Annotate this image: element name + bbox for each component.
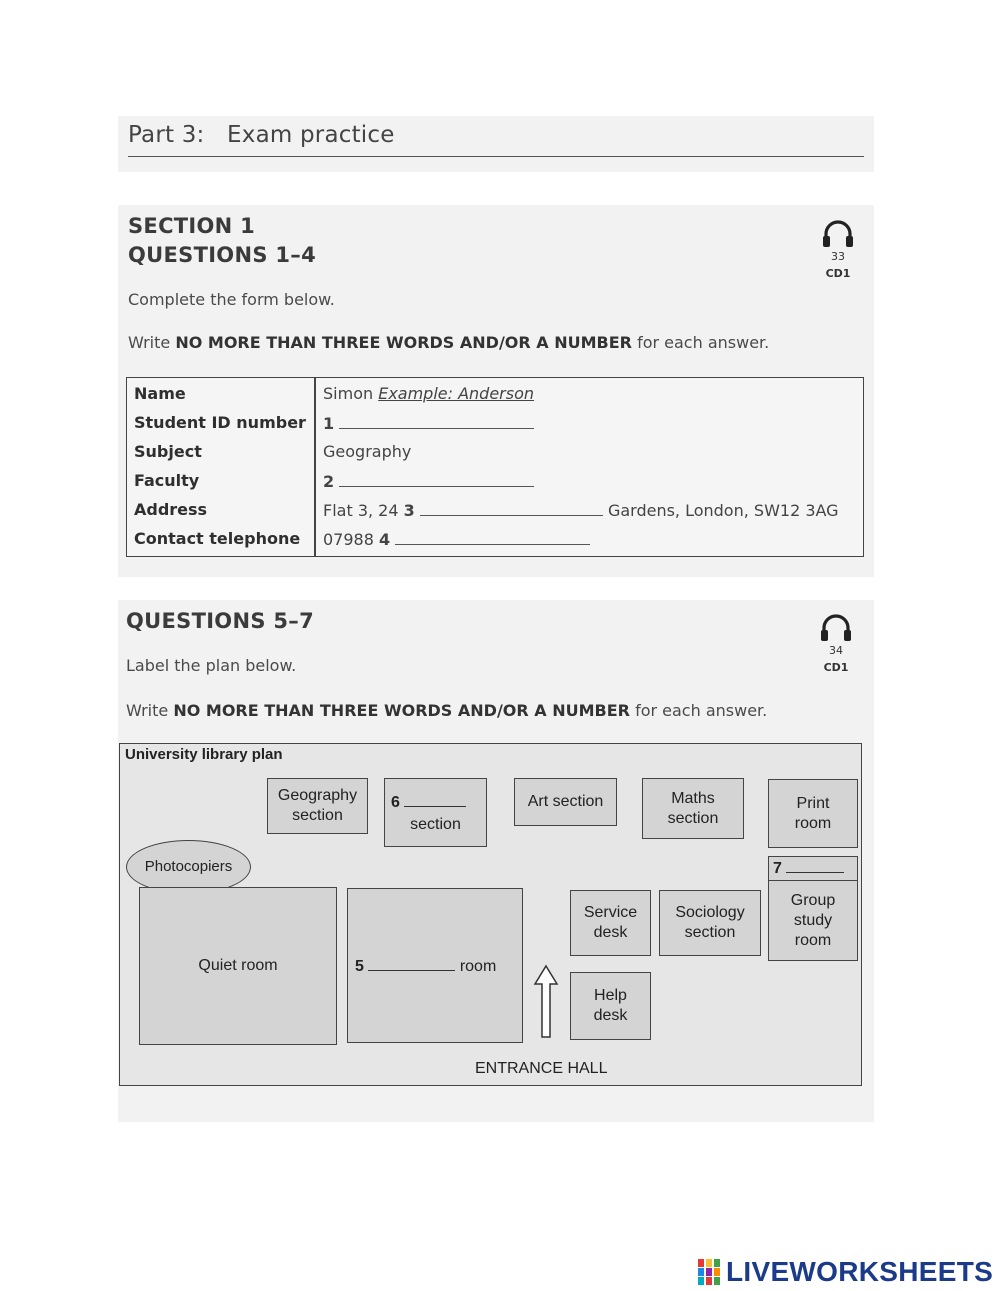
audio-disc-label: CD1 <box>823 661 849 674</box>
headphones-icon <box>816 218 860 250</box>
liveworksheets-logo-icon <box>698 1259 722 1285</box>
address-prefix: Flat 3, 24 <box>323 501 404 520</box>
maths-section: Maths section <box>642 778 744 839</box>
question-7-number: 7 <box>773 860 782 877</box>
title-rule <box>128 156 864 157</box>
section2-word-limit: Write NO MORE THAN THREE WORDS AND/OR A NUMBER for each answer. <box>126 701 768 720</box>
answer-6-blank[interactable] <box>404 806 466 807</box>
question-2-number: 2 <box>323 472 335 491</box>
audio-badge-2 <box>814 612 858 676</box>
answer-2-blank[interactable] <box>339 471 534 487</box>
question-5-room: 5 room <box>347 888 523 1043</box>
form-row-name <box>127 380 863 409</box>
liveworksheets-brand: LIVEWORKSHEETS <box>726 1256 994 1287</box>
audio-disc-label: CD1 <box>825 267 851 280</box>
question-6-section: 6 section <box>384 778 487 847</box>
answer-3-blank[interactable] <box>420 500 603 516</box>
section1-heading: SECTION 1 <box>128 214 256 238</box>
entrance-arrow-icon <box>533 964 559 1040</box>
name-example: Example: Anderson <box>378 384 535 403</box>
entrance-hall-label: ENTRANCE HALL <box>475 1060 608 1077</box>
question-1-number: 1 <box>323 414 335 433</box>
section1-word-limit: Write NO MORE THAN THREE WORDS AND/OR A NUMBER for each answer. <box>128 333 770 352</box>
page-title: Part 3: Exam practice <box>128 122 395 148</box>
answer-1-blank[interactable] <box>339 413 534 429</box>
section1-subheading: QUESTIONS 1–4 <box>128 243 316 267</box>
sociology-section: Sociology section <box>659 890 761 956</box>
section1-instruction: Complete the form below. <box>128 290 335 309</box>
name-label: Name <box>134 384 186 403</box>
form-row-student-id <box>127 409 863 438</box>
photocopiers: Photocopiers <box>126 840 251 894</box>
help-desk: Help desk <box>570 972 651 1040</box>
faculty-label: Faculty <box>134 471 200 490</box>
student-form <box>126 377 864 557</box>
telephone-prefix: 07988 <box>323 530 379 549</box>
form-row-telephone <box>127 525 863 554</box>
section2-heading: QUESTIONS 5–7 <box>126 609 314 633</box>
address-label: Address <box>134 500 208 519</box>
section2-instruction: Label the plan below. <box>126 656 297 675</box>
answer-7-blank[interactable] <box>786 872 844 873</box>
question-4-number: 4 <box>378 530 391 549</box>
student-id-label: Student ID number <box>134 413 306 432</box>
geography-section: Geography section <box>267 778 368 834</box>
audio-track-number: 33 <box>831 250 845 263</box>
group-study-room: Group study room <box>768 880 858 961</box>
quiet-room: Quiet room <box>139 887 337 1045</box>
service-desk: Service desk <box>570 890 651 956</box>
telephone-label: Contact telephone <box>134 529 301 548</box>
form-row-subject <box>127 438 863 467</box>
audio-track-number: 34 <box>829 644 843 657</box>
audio-badge-1 <box>816 218 860 282</box>
plan-title: University library plan <box>125 746 283 763</box>
address-suffix: Gardens, London, SW12 3AG <box>607 501 839 520</box>
subject-label: Subject <box>134 442 202 461</box>
answer-4-blank[interactable] <box>395 529 590 545</box>
print-room: Print room <box>768 779 858 848</box>
question-6-number: 6 <box>391 794 400 811</box>
headphones-icon <box>814 612 858 644</box>
answer-5-blank[interactable] <box>368 970 455 971</box>
liveworksheets-logo <box>698 1256 993 1288</box>
form-row-address <box>127 496 863 525</box>
name-value: Simon Example: Anderson <box>323 384 535 403</box>
subject-value: Geography <box>323 442 412 461</box>
question-5-number: 5 <box>355 958 364 975</box>
library-plan <box>119 743 862 1086</box>
art-section: Art section <box>514 778 617 826</box>
question-3-number: 3 <box>403 501 415 520</box>
question-7-room <box>768 856 858 882</box>
form-row-faculty <box>127 467 863 496</box>
